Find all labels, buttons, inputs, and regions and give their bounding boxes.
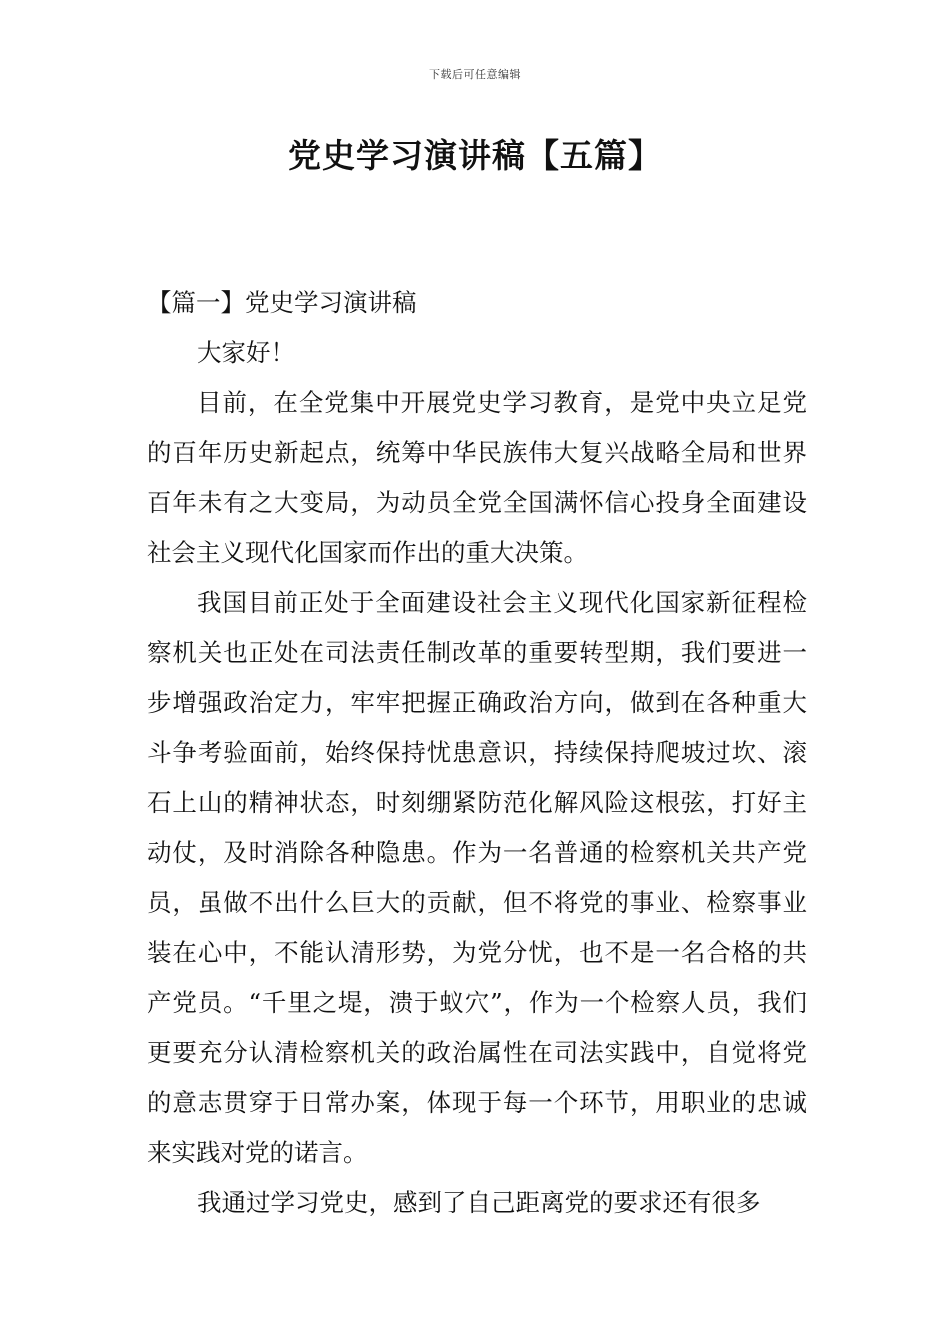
document-title: 党史学习演讲稿【五篇】 <box>288 136 662 175</box>
header-note: 下载后可任意编辑 <box>429 68 521 81</box>
paragraph: 我国目前正处于全面建设社会主义现代化国家新征程检察机关也正处在司法责任制改革的重要转型期，我们要进一步增强政治定力，牢牢把握正确政治方向，做到在各种重大斗争考验面前，始终保持忧患意识，持续保持爬坡过坎、滚石上山的精神状态，时刻绷紧防范化解风险这根弦，打好主动仗，及时消除各种隐患。作为一名普通的检察机关共产党员，虽做不出什么巨大的贡献，但不将党的事业、检察事业装在心中，不能认清形势，为党分忧，也不是一名合格的共产党员。“千里之堤，溃于蚁穴”，作为一个检察人员，我们更要充分认清检察机关的政治属性在司法实践中，自觉将党的意志贯穿于日常办案，体现于每一个环节，用职业的忠诚来实践对党的诺言。 <box>147 588 807 1167</box>
paragraph-greeting: 大家好！ <box>197 338 295 367</box>
paragraph: 我通过学习党史，感到了自己距离党的要求还有很多 <box>197 1188 761 1217</box>
section-heading: 【篇一】党史学习演讲稿 <box>147 288 417 317</box>
document-body <box>147 278 807 1228</box>
paragraph: 目前，在全党集中开展党史学习教育，是党中央立足党的百年历史新起点，统筹中华民族伟大复兴战略全局和世界百年未有之大变局，为动员全党全国满怀信心投身全面建设社会主义现代化国家而作出的重大决策。 <box>147 388 807 567</box>
